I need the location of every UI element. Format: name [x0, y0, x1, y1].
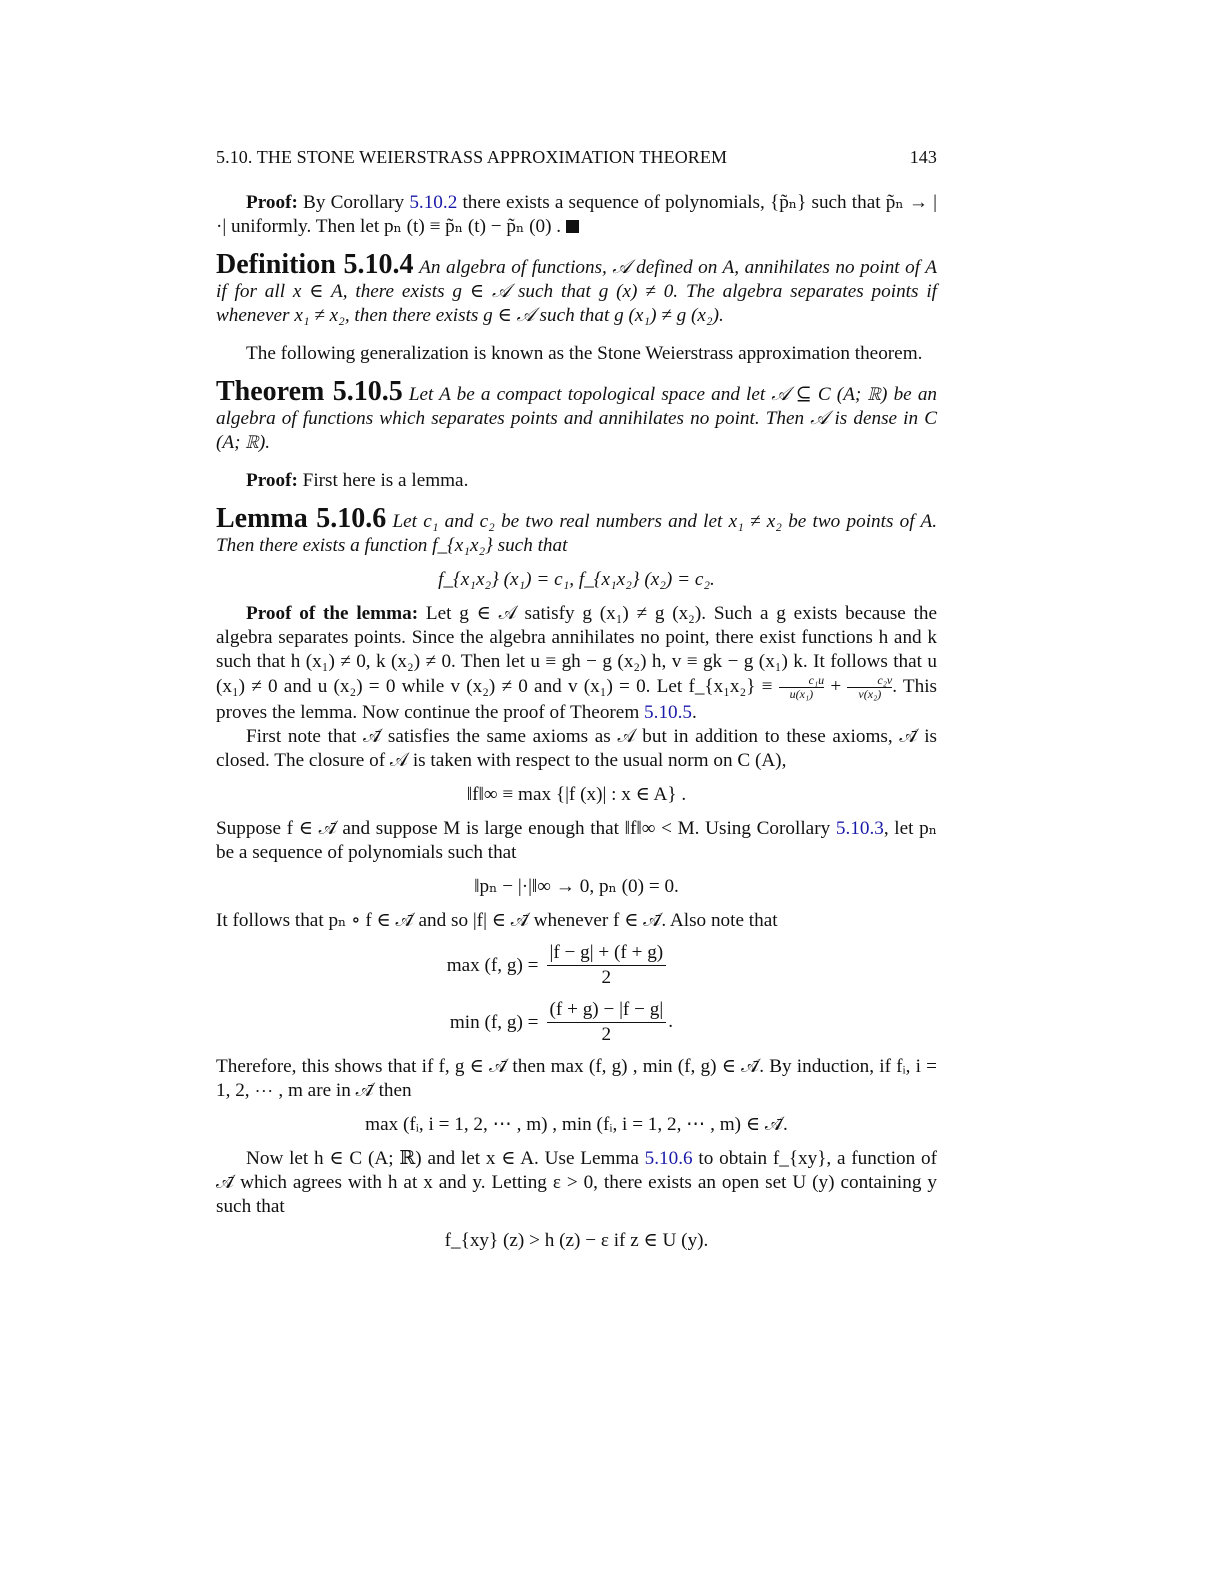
max-min-equation: max (fᵢ, i = 1, 2, ⋯ , m) , min (fᵢ, i = 1, 2, ⋯ , m) ∈ 𝒜̄. — [365, 1114, 788, 1135]
suppose-text: , let pₙ be a sequence of polynomials such that — [216, 818, 938, 863]
theorem-label: Theorem 5.10.5 — [216, 376, 403, 407]
lemma-block — [216, 503, 937, 558]
open-set-inequality: f_{xy} (z) > h (z) − ε if z ∈ U (y). — [444, 1230, 709, 1251]
page-number: 143 — [909, 147, 937, 167]
final-paragraph — [216, 1147, 937, 1219]
lemma-proof-paragraph: Proof of the lemma: Let g ∈ 𝒜 satisfy g (x₁) ≠ g (x₂). Such a g exists because the algebra separates points. Since the algebra annihilates no point, there exist functions h and k such that h (x₁) ≠ 0, k (x₂) ≠ 0. Then let u ≡ gh − g (x₂) h, v ≡ gk − g (x₁) k. It follows that u (x₁) ≠ 0 and u (x₂) = 0 while v (x₂) ≠ 0 and v (x₁) = 0. Let f_{x₁x₂} ≡ $\frac{\text{c₁u}}{\text{u(x₁)}}$ + $\frac{\text{c₂v}}{\text{v(x₂)}}$. This proves the lemma. Now continue the proof of Theorem 5.10.5. — [216, 603, 938, 723]
lemma-proof-text: Let g ∈ 𝒜 satisfy g (x₁) ≠ g (x₂). Such a g exists because the algebra separates points. Since the algebra annihilates no point, there exist functions h and k such that h (x₁) ≠ 0, k (x₂) ≠ 0. Then let u ≡ gh − g (x₂) h, v ≡ gk − g (x₁) k. It follows that u (x₁) ≠ 0 and u (x₂) = 0 while v (x₂) ≠ 0 and v (x₁) = 0. Let f_{x₁x₂} ≡ — [216, 603, 938, 697]
lemma-proof-text: . This proves the lemma. Now continue the proof of Theorem — [216, 675, 938, 723]
proof-text: there exists a sequence of polynomials, {p̃ₙ} such that p̃ₙ → |·| uniformly. Then let pₙ (t) ≡ p̃ₙ (t) − p̃ₙ (0) . — [216, 192, 938, 237]
lemma-text: Let c₁ and c₂ be two real numbers and let x₁ ≠ x₂ be two points of A. Then there exists a function f_{x₁x₂} such that — [216, 511, 937, 556]
theorem-text: Let A be a compact topological space and let 𝒜 ⊆ C (A; ℝ) be an algebra of functions which separates points and annihilates no point. Then 𝒜 is dense in C (A; ℝ). — [216, 384, 938, 453]
fraction-numerator: |f − g| + (f + g) — [547, 941, 667, 966]
lemma-label: Lemma 5.10.6 — [216, 503, 387, 534]
definition-text: An algebra of functions, 𝒜 defined on A, annihilates no point of A if for all x ∈ A, there exists g ∈ 𝒜 such that g (x) ≠ 0. The algebra separates points if whenever x₁ ≠ x₂, then there exists g ∈ 𝒜 such that g (x₁) ≠ g (x₂). — [216, 257, 938, 326]
fraction-numerator: c₁u — [779, 674, 825, 688]
theorem-link[interactable]: 5.10.5 — [644, 702, 693, 723]
proof-label: Proof: — [246, 470, 298, 491]
min-fraction — [547, 998, 667, 1047]
polynomial-limit-equation: ‖pₙ − |·|‖∞ → 0, pₙ (0) = 0. — [474, 876, 679, 897]
final-text: to obtain f_{xy}, a function of 𝒜̄ which agrees with h at x and y. Letting ε > 0, there exists an open set U (y) containing y such that — [216, 1148, 938, 1217]
closure-paragraph: First note that 𝒜̄ satisfies the same axioms as 𝒜 but in addition to these axioms, 𝒜̄ is closed. The closure of 𝒜 is taken with respect to the usual norm on C (A), — [216, 726, 937, 771]
lemma-proof-text: . — [692, 702, 697, 723]
fraction-denominator: 2 — [601, 967, 612, 988]
min-lhs: min (f, g) = — [449, 1011, 539, 1033]
definition-block — [216, 249, 938, 328]
qed-square-icon — [566, 220, 579, 233]
proof-text: First here is a lemma. — [302, 470, 469, 491]
section-title: 5.10. THE STONE WEIERSTRASS APPROXIMATION THEOREM — [216, 147, 728, 167]
max-lhs: max (f, g) = — [446, 954, 539, 976]
proof-corollary-paragraph — [216, 191, 937, 239]
max-equation — [216, 941, 937, 990]
definition-label: Definition 5.10.4 — [216, 249, 414, 280]
induction-paragraph: Therefore, this shows that if f, g ∈ 𝒜̄ then max (f, g) , min (f, g) ∈ 𝒜̄. By induction, if fᵢ, i = 1, 2, ⋯ , m are in 𝒜̄ then — [216, 1056, 937, 1101]
proof-start-paragraph — [216, 469, 937, 493]
proof-label: Proof: — [246, 192, 298, 213]
lemma-display-equation: f_{x₁x₂} (x₁) = c₁, f_{x₁x₂} (x₂) = c₂. — [438, 569, 715, 590]
fraction-denominator: 2 — [601, 1024, 612, 1045]
corollary-link[interactable]: 5.10.2 — [409, 192, 458, 213]
lemma-link[interactable]: 5.10.6 — [644, 1148, 693, 1169]
min-equation — [216, 998, 937, 1047]
max-fraction — [547, 941, 667, 990]
suppose-paragraph — [216, 817, 937, 865]
running-header — [216, 145, 937, 169]
sup-norm-equation: ‖f‖∞ ≡ max {|f (x)| : x ∈ A} . — [466, 784, 687, 805]
fraction-numerator: c₂v — [847, 674, 892, 688]
fraction-numerator: (f + g) − |f − g| — [547, 998, 667, 1023]
follows-paragraph: It follows that pₙ ∘ f ∈ 𝒜̄ and so |f| ∈ 𝒜̄ whenever f ∈ 𝒜̄. Also note that — [216, 910, 778, 931]
page-body — [216, 145, 937, 1263]
final-text: Now let h ∈ C (A; ℝ) and let x ∈ A. Use Lemma — [246, 1148, 639, 1169]
lemma-proof-label: Proof of the lemma: — [246, 603, 419, 624]
fraction-denominator: v(x₂) — [858, 687, 882, 701]
corollary-link[interactable]: 5.10.3 — [835, 818, 884, 839]
fraction-c1u — [779, 674, 825, 701]
fraction-c2v — [847, 674, 892, 701]
intro-paragraph: The following generalization is known as the Stone Weierstrass approximation theorem. — [246, 343, 923, 364]
proof-text: By Corollary — [303, 192, 405, 213]
fraction-denominator: u(x₁) — [789, 687, 814, 701]
suppose-text: Suppose f ∈ 𝒜̄ and suppose M is large enough that ‖f‖∞ < M. Using Corollary — [216, 818, 831, 839]
equation-period: . — [668, 1010, 673, 1032]
theorem-block — [216, 376, 938, 455]
